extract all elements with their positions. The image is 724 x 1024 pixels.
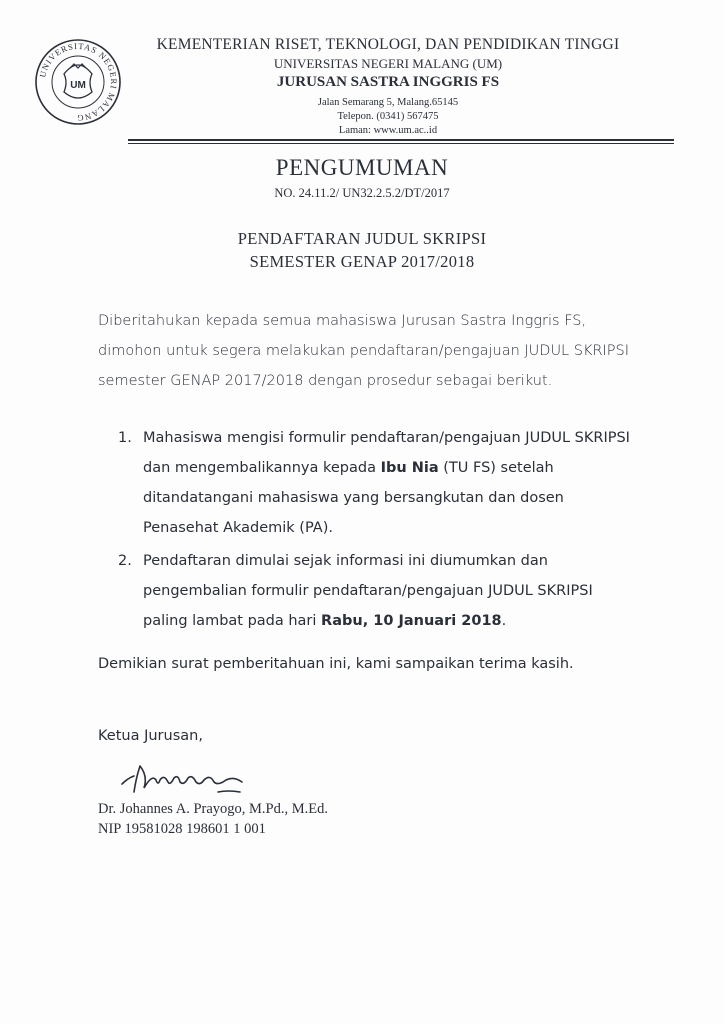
phone: Telepon. (0341) 567475 — [337, 111, 439, 122]
header-rule — [128, 139, 674, 141]
item-text: . — [501, 613, 507, 629]
item-text: Pendaftaran dimulai sejak informasi ini diumumkan dan pengembalian formulir pendaftaran/pengajuan JUDUL SKRIPSI paling lambat pada hari — [143, 553, 593, 629]
university-name: UNIVERSITAS NEGERI MALANG (UM) — [273, 56, 503, 71]
list-item — [118, 423, 638, 543]
header-rule-thin — [128, 143, 674, 144]
subject-line-1: PENDAFTARAN JUDUL SKRIPSI — [237, 229, 487, 248]
item-bold-text: Ibu Nia — [380, 460, 439, 476]
closing-sentence: Demikian surat pemberitahuan ini, kami sampaikan terima kasih. — [98, 656, 574, 672]
department-name: JURUSAN SASTRA INGGRIS FS — [276, 74, 500, 90]
signatory-role: Ketua Jurusan, — [98, 728, 203, 744]
intro-paragraph: Diberitahukan kepada semua mahasiswa Jurusan Sastra Inggris FS, dimohon untuk segera melakukan pendaftaran/pengajuan JUDUL SKRIPSI semester GENAP 2017/2018 dengan prosedur sebagai berikut. — [98, 313, 630, 389]
announcement-title: PENGUMUMAN — [275, 155, 449, 180]
subject-line-2: SEMESTER GENAP 2017/2018 — [249, 252, 475, 271]
announcement-number: NO. 24.11.2/ UN32.2.5.2/DT/2017 — [274, 186, 450, 200]
item-text: (TU FS) setelah ditandatangani mahasiswa yang bersangkutan dan dosen Penasehat Akademik (PA). — [143, 460, 564, 536]
address: Jalan Semarang 5, Malang.65145 — [317, 97, 459, 108]
list-number: 1. — [118, 430, 132, 446]
item-bold-text: Rabu, 10 Januari 2018 — [321, 613, 502, 629]
handwritten-signature — [118, 758, 268, 806]
university-logo — [34, 38, 122, 126]
list-number: 2. — [118, 553, 132, 569]
procedure-list — [118, 423, 638, 639]
svg-text:UNIVERSITAS NEGERI MALANG: UNIVERSITAS NEGERI MALANG — [37, 40, 120, 124]
svg-text:UM: UM — [70, 80, 86, 91]
item-text: Mahasiswa mengisi formulir pendaftaran/pengajuan JUDUL SKRIPSI dan mengembalikannya kepada — [143, 430, 630, 476]
signatory-name: Dr. Johannes A. Prayogo, M.Pd., M.Ed. — [98, 801, 328, 817]
ministry-name: KEMENTERIAN RISET, TEKNOLOGI, DAN PENDIDIKAN TINGGI — [156, 36, 620, 53]
website: Laman: www.um.ac..id — [338, 125, 438, 136]
list-item — [118, 546, 638, 636]
signatory-nip: NIP 19581028 198601 1 001 — [98, 821, 266, 837]
